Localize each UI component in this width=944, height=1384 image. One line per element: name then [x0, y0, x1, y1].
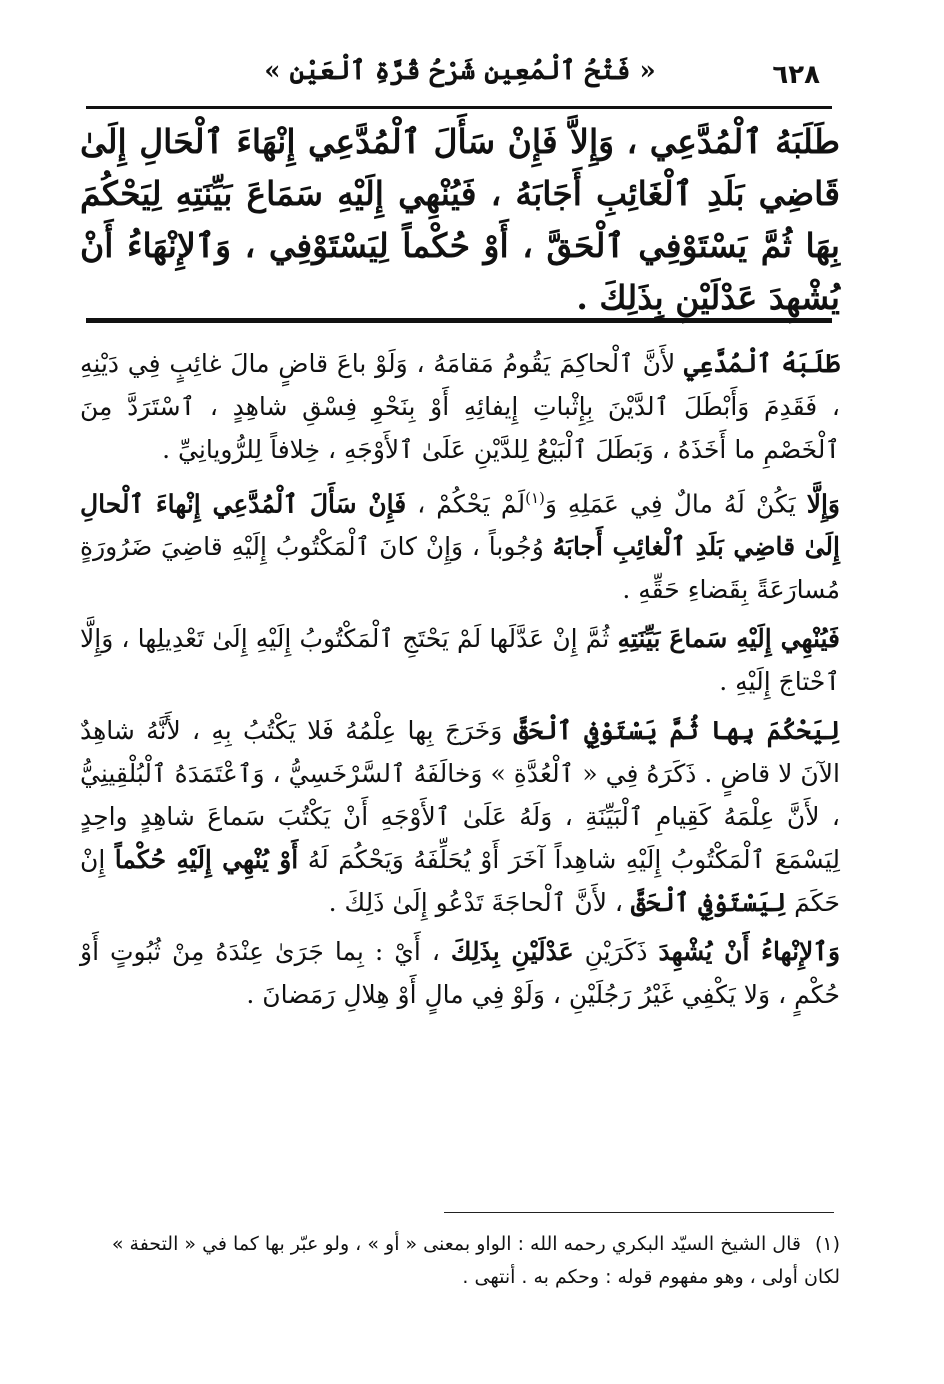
- quoted-matn: لِيَسْتَوْفِي ٱلْحَقَّ: [630, 888, 787, 918]
- commentary-text: وَخَرَجَ بِها عِلْمُهُ فَلا يَكْتُبُ بِهِ ، لأَنَّهُ شاهِدٌ الآنَ لا قاضٍ . ذَكَرَهُ فِي « ٱلْعُدَّةِ » وَخالَفَهُ ٱلسَّرْخَسِيُّ ، وَٱعْتَمَدَهُ ٱلْبُلْقِينِيُّ ، لأَنَّ عِلْمَهُ كَقِيامِ ٱلْبَيِّنَةِ ، وَلَهُ عَلَىٰ ٱلأَوْجَهِ أَنْ يَكْتُبَ سَماعَ شاهِدٍ واحِدٍ لِيَسْمَعَ ٱلْمَكْتُوبُ إِلَيْهِ شاهِداً آخَرَ أَوْ يُحَلِّفَهُ وَيَحْكُمَ لَهُ: [80, 716, 840, 875]
- commentary-paragraph-5: [80, 930, 840, 1016]
- quoted-matn: وَإِلَّا: [806, 489, 840, 519]
- commentary-text: يَكُنْ لَهُ مالٌ فِي عَمَلِهِ وَ: [544, 489, 807, 519]
- quoted-matn: فَإِنْ سَأَلَ ٱلْمُدَّعِي إِنْهاءَ ٱلْحالِ إِلَىٰ قاضِي بَلَدِ ٱلْغائِبِ أَجابَهُ: [80, 489, 840, 562]
- commentary-text: ، لأَنَّ ٱلْحاجَةَ تَدْعُو إِلَىٰ ذَلِكَ .: [328, 888, 631, 918]
- commentary-text: إِنْ حَكَمَ: [80, 845, 840, 918]
- quoted-matn: فَيُنْهِي إِلَيْهِ سَماعَ بَيِّنَتِهِ: [617, 624, 841, 654]
- matn-paragraph: طَلَبَهُ ٱلْمُدَّعِي ، وَإِلاَّ فَإِنْ سَأَلَ ٱلْمُدَّعِي إِنْهَاءَ ٱلْحَالِ إِلَىٰ قَاضِي بَلَدِ ٱلْغَائِبِ أَجَابَهُ ، فَيُنْهِي إِلَيْهِ سَمَاعَ بَيِّنَتِهِ لِيَحْكُمَ بِهَا ثُمَّ يَسْتَوْفِي ٱلْحَقَّ ، أَوْ حُكْماً لِيَسْتَوْفِي ، وَٱلإِنْهَاءُ أَنْ يُشْهِدَ عَدْلَيْنِ بِذَلِكَ .: [80, 122, 840, 317]
- footnote-rule: [444, 1212, 834, 1213]
- quoted-matn: عَدْلَيْنِ بِذَلِكَ: [450, 937, 574, 967]
- running-title: « فَتْحُ ٱلْمُعِينِ شَرْحُ قُرَّةِ ٱلْعَيْنِ »: [264, 56, 656, 86]
- quoted-matn: وَٱلإِنْهاءُ أَنْ يُشْهِدَ: [658, 937, 841, 967]
- commentary-text: لأَنَّ ٱلْحاكِمَ يَقُومُ مَقامَهُ ، وَلَوْ باعَ قاضٍ مالَ غائِبٍ فِي دَيْنِهِ ، فَقَدِمَ وَأَبْطَلَ ٱلدَّيْنَ بِإِثْباتِ إِيفائِهِ أَوْ بِنَحْوِ فِسْقِ شاهِدٍ ، ٱسْتَرَدَّ مِنَ ٱلْخَصْمِ ما أَخَذَهُ ، وَبَطَلَ ٱلْبَيْعُ لِلدَّيْنِ عَلَىٰ ٱلأَوْجَهِ ، خِلافاً لِلرُّويانِيِّ .: [80, 349, 840, 464]
- commentary-paragraph-2: [80, 477, 840, 611]
- page-number: ٦٢٨: [772, 60, 820, 90]
- header-rule: [86, 106, 832, 109]
- quoted-matn: أَوْ يُنْهِي إِلَيْهِ حُكْماً: [114, 845, 299, 875]
- commentary-text: وُجُوباً ، وَإِنْ كانَ ٱلْمَكْتُوبُ إِلَيْهِ قاضِيَ ضَرُورَةٍ مُسارَعَةً بِقَضاءِ حَقِّهِ .: [80, 532, 840, 605]
- footnote: [86, 1228, 840, 1294]
- footnote-paragraph: [86, 1228, 840, 1294]
- footnote-reference[interactable]: (١): [525, 489, 545, 507]
- footnote-text: قال الشيخ السيّد البكري رحمه الله : الواو بمعنى « أو » ، ولو عبّر بها كما في « التحفة » لكان أولى ، وهو مفهوم قوله : وحكم به . أنتهى .: [111, 1233, 840, 1288]
- commentary-paragraph-1: [80, 342, 840, 471]
- commentary-text: ذَكَرَيْنِ: [573, 937, 659, 967]
- quoted-matn: طَلَبَهُ ٱلْمُدَّعِي: [683, 349, 840, 378]
- commentary-paragraph-4: [80, 709, 840, 924]
- commentary-paragraph-3: [80, 617, 840, 703]
- page-header: [90, 56, 830, 102]
- commentary-text: ثُمَّ إِنْ عَدَّلَها لَمْ يَحْتَجِ ٱلْمَكْتُوبُ إِلَيْهِ إِلَىٰ تَعْدِيلِها ، وَإِلَّا ٱحْتاجَ إِلَيْهِ .: [80, 624, 840, 697]
- commentary-text: ، أَيْ : بِما جَرَىٰ عِنْدَهُ مِنْ ثُبُوتٍ أَوْ حُكْمٍ ، وَلا يَكْفِي غَيْرُ رَجُلَيْنِ ، وَلَوْ فِي مالٍ أَوْ هِلالِ رَمَضانَ .: [80, 937, 840, 1010]
- quoted-matn: لِيَحْكُمَ بِها ثُمَّ يَسْتَوْفِي ٱلْحَقَّ: [513, 716, 840, 746]
- commentary-text: لَمْ يَحْكُمْ ،: [406, 489, 526, 519]
- footnote-number: (١): [814, 1233, 840, 1255]
- commentary-block: [80, 342, 840, 1022]
- matn-text-block: [80, 116, 840, 324]
- matn-divider-rule: [86, 318, 832, 323]
